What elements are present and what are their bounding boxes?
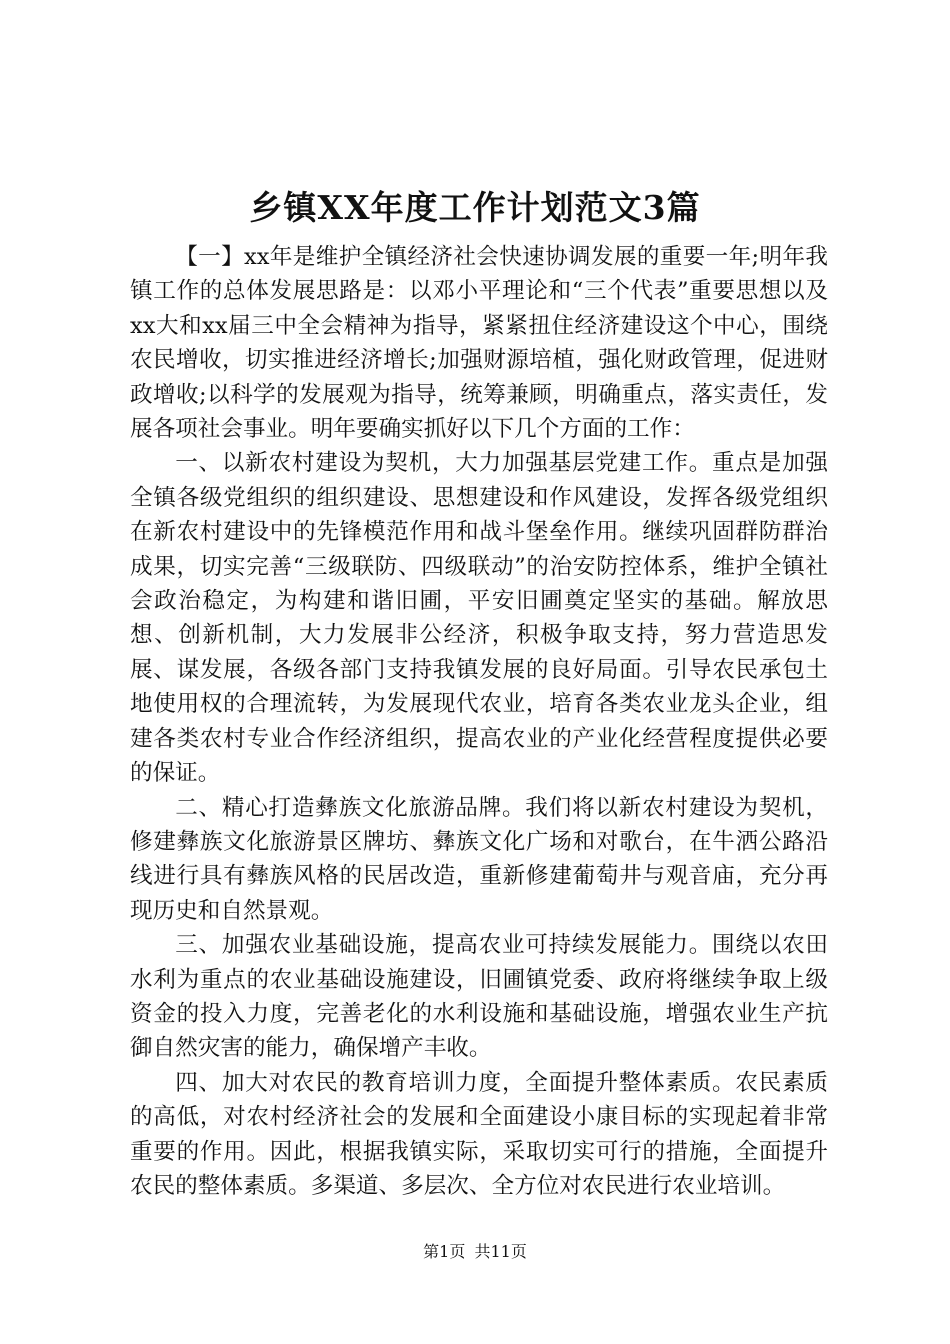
page-footer: [0, 1240, 950, 1264]
paragraph-section-2: 二、精心打造彝族文化旅游品牌。我们将以新农村建设为契机，修建彝族文化旅游景区牌坊、彝族文化广场和对歌台，在牛洒公路沿线进行具有彝族风格的民居改造，重新修建葡萄井与观音庙，充分再现历史和自然景观。: [130, 794, 828, 924]
paragraph-section-1: 一、以新农村建设为契机，大力加强基层党建工作。重点是加强全镇各级党组织的组织建设、思想建设和作风建设，发挥各级党组织在新农村建设中的先锋模范作用和战斗堡垒作用。继续巩固群防群治成果，切实完善“三级联防、四级联动”的治安防控体系，维护全镇社会政治稳定，为构建和谐旧圃，平安旧圃奠定坚实的基础。解放思想、创新机制，大力发展非公经济，积极争取支持，努力营造思发展、谋发展，各级各部门支持我镇发展的良好局面。引导农民承包土地使用权的合理流转，为发展现代农业，培育各类农业龙头企业，组建各类农村专业合作经济组织，提高农业的产业化经营程度提供必要的保证。: [130, 450, 828, 787]
paragraph-intro: 【一】xx年是维护全镇经济社会快速协调发展的重要一年;明年我镇工作的总体发展思路是：以邓小平理论和“三个代表”重要思想以及xx大和xx届三中全会精神为指导，紧紧扭住经济建设这个中心，围绕农民增收，切实推进经济增长;加强财源培植，强化财政管理，促进财政增收;以科学的发展观为指导，统筹兼顾，明确重点，落实责任，发展各项社会事业。明年要确实抓好以下几个方面的工作：: [130, 244, 828, 443]
document-body: [130, 240, 828, 1203]
paragraph-section-3: 三、加强农业基础设施，提高农业可持续发展能力。围绕以农田水利为重点的农业基础设施建设，旧圃镇党委、政府将继续争取上级资金的投入力度，完善老化的水利设施和基础设施，增强农业生产抗御自然灾害的能力，确保增产丰收。: [130, 932, 828, 1062]
page-number: 第1页: [423, 1242, 466, 1261]
document-title: 乡镇XX年度工作计划范文3篇: [249, 188, 701, 227]
paragraph-section-4: 四、加大对农民的教育培训力度，全面提升整体素质。农民素质的高低，对农村经济社会的发展和全面建设小康目标的实现起着非常重要的作用。因此，根据我镇实际，采取切实可行的措施，全面提升农民的整体素质。多渠道、多层次、全方位对农民进行农业培训。: [130, 1069, 828, 1199]
page-total: 共11页: [474, 1242, 527, 1261]
